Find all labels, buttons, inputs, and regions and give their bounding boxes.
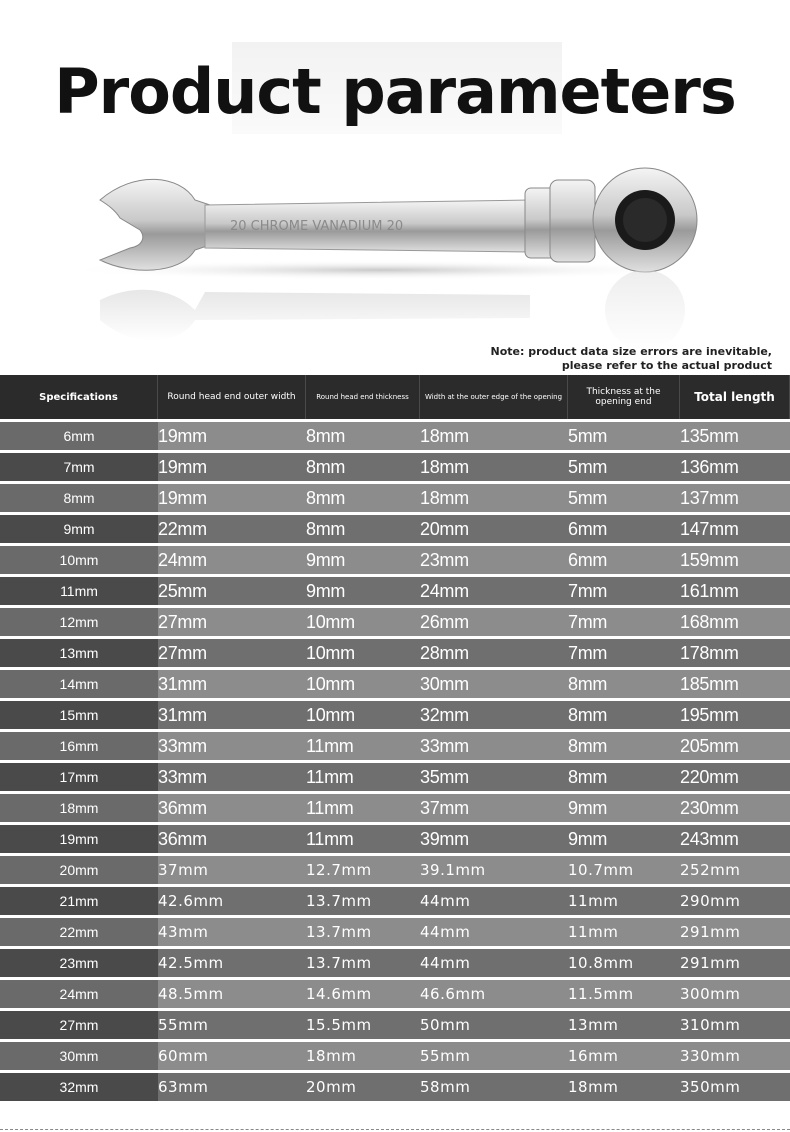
cell-value: 44mm	[420, 923, 471, 941]
cell-value: 11mm	[306, 766, 354, 787]
table-row	[0, 856, 790, 884]
cell-value: 19mm	[158, 425, 207, 446]
table-body	[0, 422, 790, 1101]
cell-value: 55mm	[420, 1047, 471, 1065]
cell-value: 13.7mm	[306, 954, 372, 972]
cell-spec: 8mm	[0, 484, 158, 512]
cell-value: 13mm	[568, 1016, 619, 1034]
row-values	[158, 763, 790, 791]
cell-value: 24mm	[420, 580, 469, 601]
cell-value: 50mm	[420, 1016, 471, 1034]
row-values	[158, 484, 790, 512]
cell-value: 31mm	[158, 673, 207, 694]
cell-value: 27mm	[158, 611, 207, 632]
table-row	[0, 484, 790, 512]
cell-spec: 27mm	[0, 1011, 158, 1039]
cell-spec: 14mm	[0, 670, 158, 698]
cell-value: 9mm	[568, 797, 608, 818]
cell-value: 24mm	[158, 549, 207, 570]
table-row	[0, 422, 790, 450]
cell-value: 168mm	[680, 611, 739, 632]
cell-spec: 12mm	[0, 608, 158, 636]
cell-value: 33mm	[158, 766, 207, 787]
row-values	[158, 794, 790, 822]
cell-value: 36mm	[158, 797, 207, 818]
cell-value: 8mm	[306, 425, 346, 446]
row-values	[158, 856, 790, 884]
cell-value: 161mm	[680, 580, 739, 601]
cell-spec: 17mm	[0, 763, 158, 791]
cell-value: 11mm	[568, 923, 619, 941]
cell-value: 310mm	[680, 1016, 741, 1034]
cell-value: 18mm	[420, 425, 469, 446]
header-open-thickness: Thickness at the opening end	[568, 375, 680, 419]
row-values	[158, 918, 790, 946]
cell-value: 13.7mm	[306, 892, 372, 910]
cell-value: 26mm	[420, 611, 469, 632]
cell-value: 8mm	[306, 456, 346, 477]
cell-value: 7mm	[568, 642, 608, 663]
cell-value: 11mm	[306, 797, 354, 818]
cell-value: 159mm	[680, 549, 739, 570]
cell-value: 147mm	[680, 518, 739, 539]
cell-value: 32mm	[420, 704, 469, 725]
cell-value: 27mm	[158, 642, 207, 663]
table-row	[0, 577, 790, 605]
cell-spec: 6mm	[0, 422, 158, 450]
wrench-icon	[60, 160, 710, 360]
table-row	[0, 887, 790, 915]
cell-value: 58mm	[420, 1078, 471, 1096]
cell-spec: 21mm	[0, 887, 158, 915]
row-values	[158, 577, 790, 605]
cell-value: 10mm	[306, 673, 355, 694]
cell-spec: 23mm	[0, 949, 158, 977]
cell-value: 60mm	[158, 1047, 209, 1065]
cell-value: 19mm	[158, 487, 207, 508]
cell-value: 23mm	[420, 549, 469, 570]
cell-value: 28mm	[420, 642, 469, 663]
table-row	[0, 949, 790, 977]
cell-value: 8mm	[306, 487, 346, 508]
table-row	[0, 639, 790, 667]
cell-value: 63mm	[158, 1078, 209, 1096]
cell-spec: 18mm	[0, 794, 158, 822]
cell-value: 10mm	[306, 611, 355, 632]
table-row	[0, 1073, 790, 1101]
cell-value: 8mm	[568, 673, 608, 694]
cell-value: 8mm	[568, 766, 608, 787]
cell-spec: 9mm	[0, 515, 158, 543]
cell-spec: 20mm	[0, 856, 158, 884]
table-row	[0, 670, 790, 698]
cell-value: 55mm	[158, 1016, 209, 1034]
page-title: Product parameters	[54, 55, 736, 128]
cell-value: 48.5mm	[158, 985, 224, 1003]
cell-value: 9mm	[306, 549, 346, 570]
cell-value: 22mm	[158, 518, 207, 539]
row-values	[158, 701, 790, 729]
cell-value: 30mm	[420, 673, 469, 694]
cell-value: 44mm	[420, 954, 471, 972]
cell-spec: 30mm	[0, 1042, 158, 1070]
row-values	[158, 422, 790, 450]
cell-value: 136mm	[680, 456, 739, 477]
cell-value: 39mm	[420, 828, 469, 849]
note-line-2: please refer to the actual product	[561, 359, 772, 372]
cell-value: 43mm	[158, 923, 209, 941]
row-values	[158, 980, 790, 1008]
table-row	[0, 453, 790, 481]
wrench-image	[60, 160, 710, 360]
cell-value: 14.6mm	[306, 985, 372, 1003]
cell-value: 13.7mm	[306, 923, 372, 941]
table-row	[0, 794, 790, 822]
cell-value: 11mm	[306, 828, 354, 849]
cell-spec: 24mm	[0, 980, 158, 1008]
cell-value: 252mm	[680, 861, 741, 879]
cell-value: 37mm	[158, 861, 209, 879]
table-row	[0, 1042, 790, 1070]
table-row	[0, 515, 790, 543]
cell-spec: 15mm	[0, 701, 158, 729]
cell-value: 20mm	[420, 518, 469, 539]
cell-value: 7mm	[568, 611, 608, 632]
cell-value: 6mm	[568, 518, 608, 539]
cell-value: 9mm	[306, 580, 346, 601]
cell-value: 11.5mm	[568, 985, 634, 1003]
cell-value: 36mm	[158, 828, 207, 849]
row-values	[158, 825, 790, 853]
cell-value: 37mm	[420, 797, 469, 818]
cell-value: 205mm	[680, 735, 739, 756]
cell-value: 15.5mm	[306, 1016, 372, 1034]
row-values	[158, 639, 790, 667]
cell-value: 5mm	[568, 487, 608, 508]
cell-value: 10mm	[306, 642, 355, 663]
row-values	[158, 1011, 790, 1039]
cell-value: 195mm	[680, 704, 739, 725]
cell-spec: 13mm	[0, 639, 158, 667]
disclaimer-note	[480, 345, 772, 373]
cell-value: 18mm	[420, 487, 469, 508]
parameters-table	[0, 375, 790, 1101]
header-round-thickness: Round head end thickness	[306, 375, 420, 419]
cell-value: 44mm	[420, 892, 471, 910]
cell-spec: 11mm	[0, 577, 158, 605]
cell-spec: 16mm	[0, 732, 158, 760]
header-open-width: Width at the outer edge of the opening	[420, 375, 568, 419]
cell-value: 18mm	[306, 1047, 357, 1065]
row-values	[158, 453, 790, 481]
cell-spec: 22mm	[0, 918, 158, 946]
row-values	[158, 1042, 790, 1070]
cell-value: 290mm	[680, 892, 741, 910]
cell-spec: 32mm	[0, 1073, 158, 1101]
cell-value: 230mm	[680, 797, 739, 818]
row-values	[158, 887, 790, 915]
header-total-length: Total length	[680, 375, 790, 419]
cell-value: 330mm	[680, 1047, 741, 1065]
row-values	[158, 732, 790, 760]
table-row	[0, 825, 790, 853]
cell-value: 11mm	[568, 892, 619, 910]
cell-value: 42.6mm	[158, 892, 224, 910]
cell-value: 11mm	[306, 735, 354, 756]
cell-value: 25mm	[158, 580, 207, 601]
cell-value: 33mm	[420, 735, 469, 756]
cell-value: 18mm	[568, 1078, 619, 1096]
cell-value: 300mm	[680, 985, 741, 1003]
cell-value: 16mm	[568, 1047, 619, 1065]
cell-value: 220mm	[680, 766, 739, 787]
cell-value: 243mm	[680, 828, 739, 849]
cell-value: 8mm	[306, 518, 346, 539]
header-round-outer-width: Round head end outer width	[158, 375, 306, 419]
cell-value: 10.7mm	[568, 861, 634, 879]
row-values	[158, 546, 790, 574]
table-row	[0, 918, 790, 946]
row-values	[158, 949, 790, 977]
table-header	[0, 375, 790, 419]
cell-value: 350mm	[680, 1078, 741, 1096]
cell-value: 185mm	[680, 673, 739, 694]
divider	[0, 1129, 790, 1130]
cell-value: 39.1mm	[420, 861, 486, 879]
cell-value: 33mm	[158, 735, 207, 756]
row-values	[158, 515, 790, 543]
cell-value: 12.7mm	[306, 861, 372, 879]
cell-value: 6mm	[568, 549, 608, 570]
cell-value: 9mm	[568, 828, 608, 849]
cell-value: 5mm	[568, 456, 608, 477]
cell-value: 135mm	[680, 425, 739, 446]
table-row	[0, 980, 790, 1008]
row-values	[158, 1073, 790, 1101]
table-row	[0, 732, 790, 760]
cell-value: 35mm	[420, 766, 469, 787]
cell-value: 291mm	[680, 954, 741, 972]
cell-value: 46.6mm	[420, 985, 486, 1003]
wrench-marking: 20 CHROME VANADIUM 20	[230, 219, 404, 234]
cell-value: 7mm	[568, 580, 608, 601]
note-line-1: Note: product data size errors are inevitable,	[490, 345, 772, 358]
cell-value: 18mm	[420, 456, 469, 477]
table-row	[0, 1011, 790, 1039]
table-row	[0, 546, 790, 574]
cell-spec: 10mm	[0, 546, 158, 574]
cell-value: 10.8mm	[568, 954, 634, 972]
table-row	[0, 763, 790, 791]
cell-value: 19mm	[158, 456, 207, 477]
cell-value: 8mm	[568, 735, 608, 756]
cell-value: 5mm	[568, 425, 608, 446]
row-values	[158, 670, 790, 698]
cell-value: 178mm	[680, 642, 739, 663]
cell-value: 42.5mm	[158, 954, 224, 972]
cell-value: 31mm	[158, 704, 207, 725]
cell-value: 137mm	[680, 487, 739, 508]
table-row	[0, 608, 790, 636]
row-values	[158, 608, 790, 636]
cell-value: 10mm	[306, 704, 355, 725]
header-spec: Specifications	[0, 375, 158, 419]
cell-spec: 7mm	[0, 453, 158, 481]
cell-value: 20mm	[306, 1078, 357, 1096]
table-row	[0, 701, 790, 729]
cell-value: 291mm	[680, 923, 741, 941]
cell-spec: 19mm	[0, 825, 158, 853]
cell-value: 8mm	[568, 704, 608, 725]
